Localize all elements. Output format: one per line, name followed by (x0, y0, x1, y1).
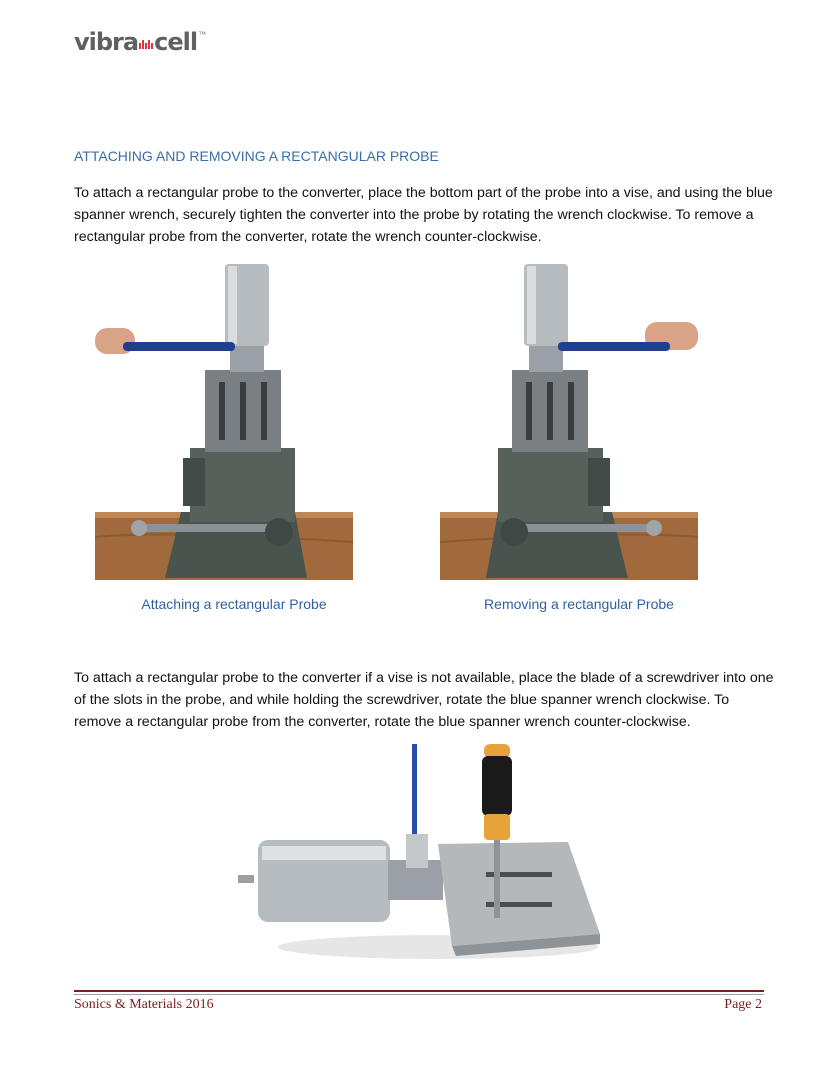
caption-attaching: Attaching a rectangular Probe (141, 596, 327, 612)
photo-removing-probe (440, 262, 698, 580)
paragraph-attach-without-vise: To attach a rectangular probe to the converter if a vise is not available, place the blade of a screwdriver into one of the slots in the probe, and while holding the screwdriver, rotate the blue spanner wrench clockwise. To remove a rectangular probe from the converter, rotate the blue spanner wrench counter-clockwise. (74, 670, 774, 730)
footer-rule-thin (74, 994, 764, 995)
photo-screwdriver-method (238, 742, 602, 974)
logo-wave-icon (139, 38, 153, 50)
caption-removing: Removing a rectangular Probe (484, 596, 674, 612)
paragraph-attach-with-vise: To attach a rectangular probe to the converter, place the bottom part of the probe into a vise, and using the blue spanner wrench, securely tighten the converter into the probe by rotating the wrench clockwise. To remove a rectangular probe from the converter, rotate the wrench counter-clockwise. (74, 185, 773, 245)
brand-logo (74, 28, 206, 58)
logo-trademark: ™ (198, 30, 207, 39)
logo-word-left: vibra (74, 28, 139, 56)
photo-attaching-probe (95, 262, 353, 580)
footer-company-year: Sonics & Materials 2016 (74, 997, 214, 1012)
logo-word-right: cell (154, 28, 198, 56)
footer-rule (74, 990, 764, 992)
footer-page-number: Page 2 (724, 997, 762, 1012)
section-heading: ATTACHING AND REMOVING A RECTANGULAR PROBE (74, 148, 439, 164)
